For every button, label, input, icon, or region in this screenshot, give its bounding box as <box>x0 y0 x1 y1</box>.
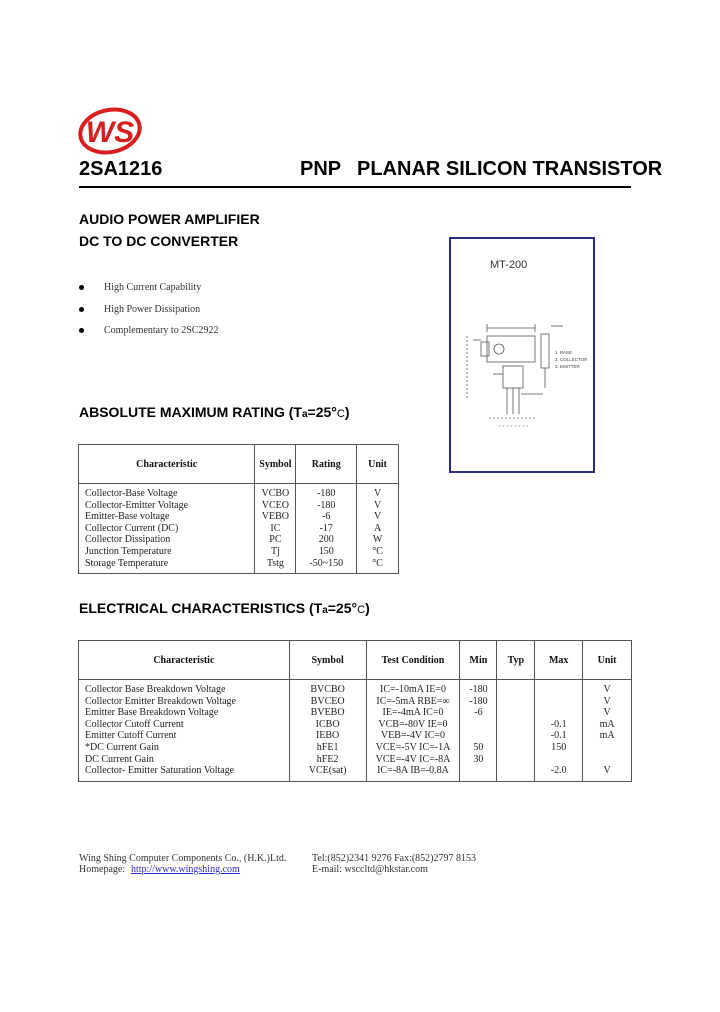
table-row <box>79 754 632 766</box>
logo-text: WS <box>85 116 135 149</box>
feature-text: High Current Capability <box>104 282 202 293</box>
table-row <box>79 534 399 546</box>
company-logo <box>74 106 146 156</box>
table-cell: IE=-4mA IC=0 <box>366 707 460 719</box>
table-cell <box>535 707 583 719</box>
table-cell: -180 <box>296 484 357 500</box>
absolute-max-title <box>79 404 350 420</box>
title-text: ABSOLUTE MAXIMUM RATING (T <box>79 404 302 420</box>
table-cell: V <box>583 707 632 719</box>
table-cell: -180 <box>460 680 497 696</box>
column-header: Unit <box>583 641 632 680</box>
table-cell: BVCBO <box>289 680 366 696</box>
table-cell <box>497 765 535 781</box>
feature-text: Complementary to 2SC2922 <box>104 325 219 336</box>
footer-homepage-label: Homepage: <box>79 864 126 875</box>
table-cell: Collector Base Breakdown Voltage <box>79 680 290 696</box>
table-row <box>79 730 632 742</box>
table-cell: VCE=-5V IC=-1A <box>366 742 460 754</box>
table-cell: DC Current Gain <box>79 754 290 766</box>
transistor-type: PNP <box>300 158 342 180</box>
table-cell: Collector-Base Voltage <box>79 484 255 500</box>
bullet-icon <box>79 328 84 333</box>
table-cell: A <box>357 523 399 535</box>
table-cell: Junction Temperature <box>79 546 255 558</box>
table-cell <box>497 696 535 708</box>
table-row <box>79 511 399 523</box>
table-cell: BVEBO <box>289 707 366 719</box>
table-row <box>79 680 632 696</box>
package-dimension-drawing <box>459 318 587 436</box>
feature-text: High Power Dissipation <box>104 304 201 315</box>
table-cell: Collector-Emitter Voltage <box>79 500 255 512</box>
table-row <box>79 765 632 781</box>
table-cell: Tj <box>255 546 296 558</box>
table-row <box>79 558 399 574</box>
table-cell: Emitter Base Breakdown Voltage <box>79 707 290 719</box>
table-cell: 30 <box>460 754 497 766</box>
table-cell: ICBO <box>289 719 366 731</box>
table-row <box>79 484 399 500</box>
title-suffix: ) <box>344 404 350 420</box>
table-cell: Collector Emitter Breakdown Voltage <box>79 696 290 708</box>
footer-company-name: Wing Shing Computer Components Co., (H.K.)Ltd. <box>79 853 287 864</box>
header-divider <box>79 186 631 188</box>
title-suffix: ) <box>365 600 370 616</box>
column-header: Symbol <box>289 641 366 680</box>
table-cell: hFE2 <box>289 754 366 766</box>
table-cell: -2.0 <box>535 765 583 781</box>
table-cell: *DC Current Gain <box>79 742 290 754</box>
table-cell: mA <box>583 719 632 731</box>
table-cell: -17 <box>296 523 357 535</box>
application-item: DC TO DC CONVERTER <box>79 233 239 249</box>
title-subscript: a <box>322 605 328 616</box>
table-cell <box>460 719 497 731</box>
table-cell: mA <box>583 730 632 742</box>
table-cell: °C <box>357 558 399 574</box>
table-cell: IC <box>255 523 296 535</box>
table-cell: VCEO <box>255 500 296 512</box>
table-cell: -50~150 <box>296 558 357 574</box>
table-header-row <box>79 641 632 680</box>
table-cell <box>460 730 497 742</box>
table-cell: Collector Cutoff Current <box>79 719 290 731</box>
table-cell: V <box>357 484 399 500</box>
package-name: MT-200 <box>490 259 528 271</box>
table-cell: VCE(sat) <box>289 765 366 781</box>
column-header: Typ <box>497 641 535 680</box>
table-row <box>79 719 632 731</box>
table-cell: V <box>583 696 632 708</box>
column-header: Rating <box>296 445 357 484</box>
table-row <box>79 742 632 754</box>
table-cell: -180 <box>460 696 497 708</box>
table-cell: IEBO <box>289 730 366 742</box>
table-cell: 150 <box>296 546 357 558</box>
product-title: PLANAR SILICON TRANSISTOR <box>357 158 663 180</box>
table-cell: VEBO <box>255 511 296 523</box>
column-header: Characteristic <box>79 445 255 484</box>
column-header: Unit <box>357 445 399 484</box>
table-cell: V <box>357 500 399 512</box>
table-cell <box>497 707 535 719</box>
table-cell: hFE1 <box>289 742 366 754</box>
table-cell <box>497 754 535 766</box>
table-cell: V <box>357 511 399 523</box>
table-row <box>79 523 399 535</box>
bullet-icon <box>79 285 84 290</box>
table-cell: BVCEO <box>289 696 366 708</box>
table-cell: Emitter-Base voltage <box>79 511 255 523</box>
bullet-icon <box>79 307 84 312</box>
table-cell <box>497 742 535 754</box>
table-cell <box>460 765 497 781</box>
table-cell <box>583 742 632 754</box>
table-cell: -180 <box>296 500 357 512</box>
column-header: Min <box>460 641 497 680</box>
table-row <box>79 707 632 719</box>
table-cell: W <box>357 534 399 546</box>
title-value: =25° <box>307 404 337 420</box>
table-cell: VCB=-80V IE=0 <box>366 719 460 731</box>
pin-legend-item: 2. COLLECTOR <box>555 357 587 362</box>
feature-item <box>79 282 201 293</box>
electrical-characteristics-table <box>78 640 632 782</box>
absolute-max-table <box>78 444 399 574</box>
table-header-row <box>79 445 399 484</box>
table-cell: VCBO <box>255 484 296 500</box>
table-cell: -6 <box>460 707 497 719</box>
application-item: AUDIO POWER AMPLIFIER <box>79 211 260 227</box>
table-cell: IC=-5mA RBE=∞ <box>366 696 460 708</box>
table-cell: Tstg <box>255 558 296 574</box>
table-row <box>79 696 632 708</box>
title-subscript: a <box>301 409 308 420</box>
column-header: Max <box>535 641 583 680</box>
column-header: Test Condition <box>366 641 460 680</box>
table-cell: 50 <box>460 742 497 754</box>
electrical-characteristics-title <box>79 600 370 616</box>
table-cell: IC=-8A IB=-0.8A <box>366 765 460 781</box>
table-cell: VEB=-4V IC=0 <box>366 730 460 742</box>
table-cell: IC=-10mA IE=0 <box>366 680 460 696</box>
table-cell <box>535 696 583 708</box>
table-cell: Collector Current (DC) <box>79 523 255 535</box>
table-row <box>79 500 399 512</box>
part-number: 2SA1216 <box>79 158 163 180</box>
footer-email: E-mail: wsccltd@hkstar.com <box>312 864 428 875</box>
pin-legend-item: 3. EMITTER <box>555 364 580 369</box>
table-cell: -0.1 <box>535 719 583 731</box>
table-cell <box>535 680 583 696</box>
table-cell: V <box>583 680 632 696</box>
table-cell <box>497 680 535 696</box>
title-unit: C <box>336 408 345 420</box>
table-cell <box>583 754 632 766</box>
title-unit: C <box>357 604 366 616</box>
pin-legend-item: 1. BASE <box>555 350 573 355</box>
table-cell: -6 <box>296 511 357 523</box>
table-cell: Emitter Cutoff Current <box>79 730 290 742</box>
column-header: Symbol <box>255 445 296 484</box>
table-cell: -0.1 <box>535 730 583 742</box>
feature-item <box>79 304 200 315</box>
table-cell: Collector Dissipation <box>79 534 255 546</box>
table-row <box>79 546 399 558</box>
column-header: Characteristic <box>79 641 290 680</box>
table-cell: Storage Temperature <box>79 558 255 574</box>
table-cell: 200 <box>296 534 357 546</box>
table-cell <box>497 719 535 731</box>
footer-homepage-link[interactable]: http://www.wingshing.com <box>131 864 240 875</box>
title-value: =25° <box>327 600 358 616</box>
table-cell: PC <box>255 534 296 546</box>
title-text: ELECTRICAL CHARACTERISTICS (T <box>79 600 323 616</box>
feature-item <box>79 325 218 336</box>
footer-phone-fax: Tel:(852)2341 9276 Fax:(852)2797 8153 <box>312 853 477 864</box>
table-cell <box>535 754 583 766</box>
table-cell: Collector- Emitter Saturation Voltage <box>79 765 290 781</box>
table-cell: °C <box>357 546 399 558</box>
table-cell: V <box>583 765 632 781</box>
table-cell <box>497 730 535 742</box>
table-cell: 150 <box>535 742 583 754</box>
table-cell: VCE=-4V IC=-8A <box>366 754 460 766</box>
